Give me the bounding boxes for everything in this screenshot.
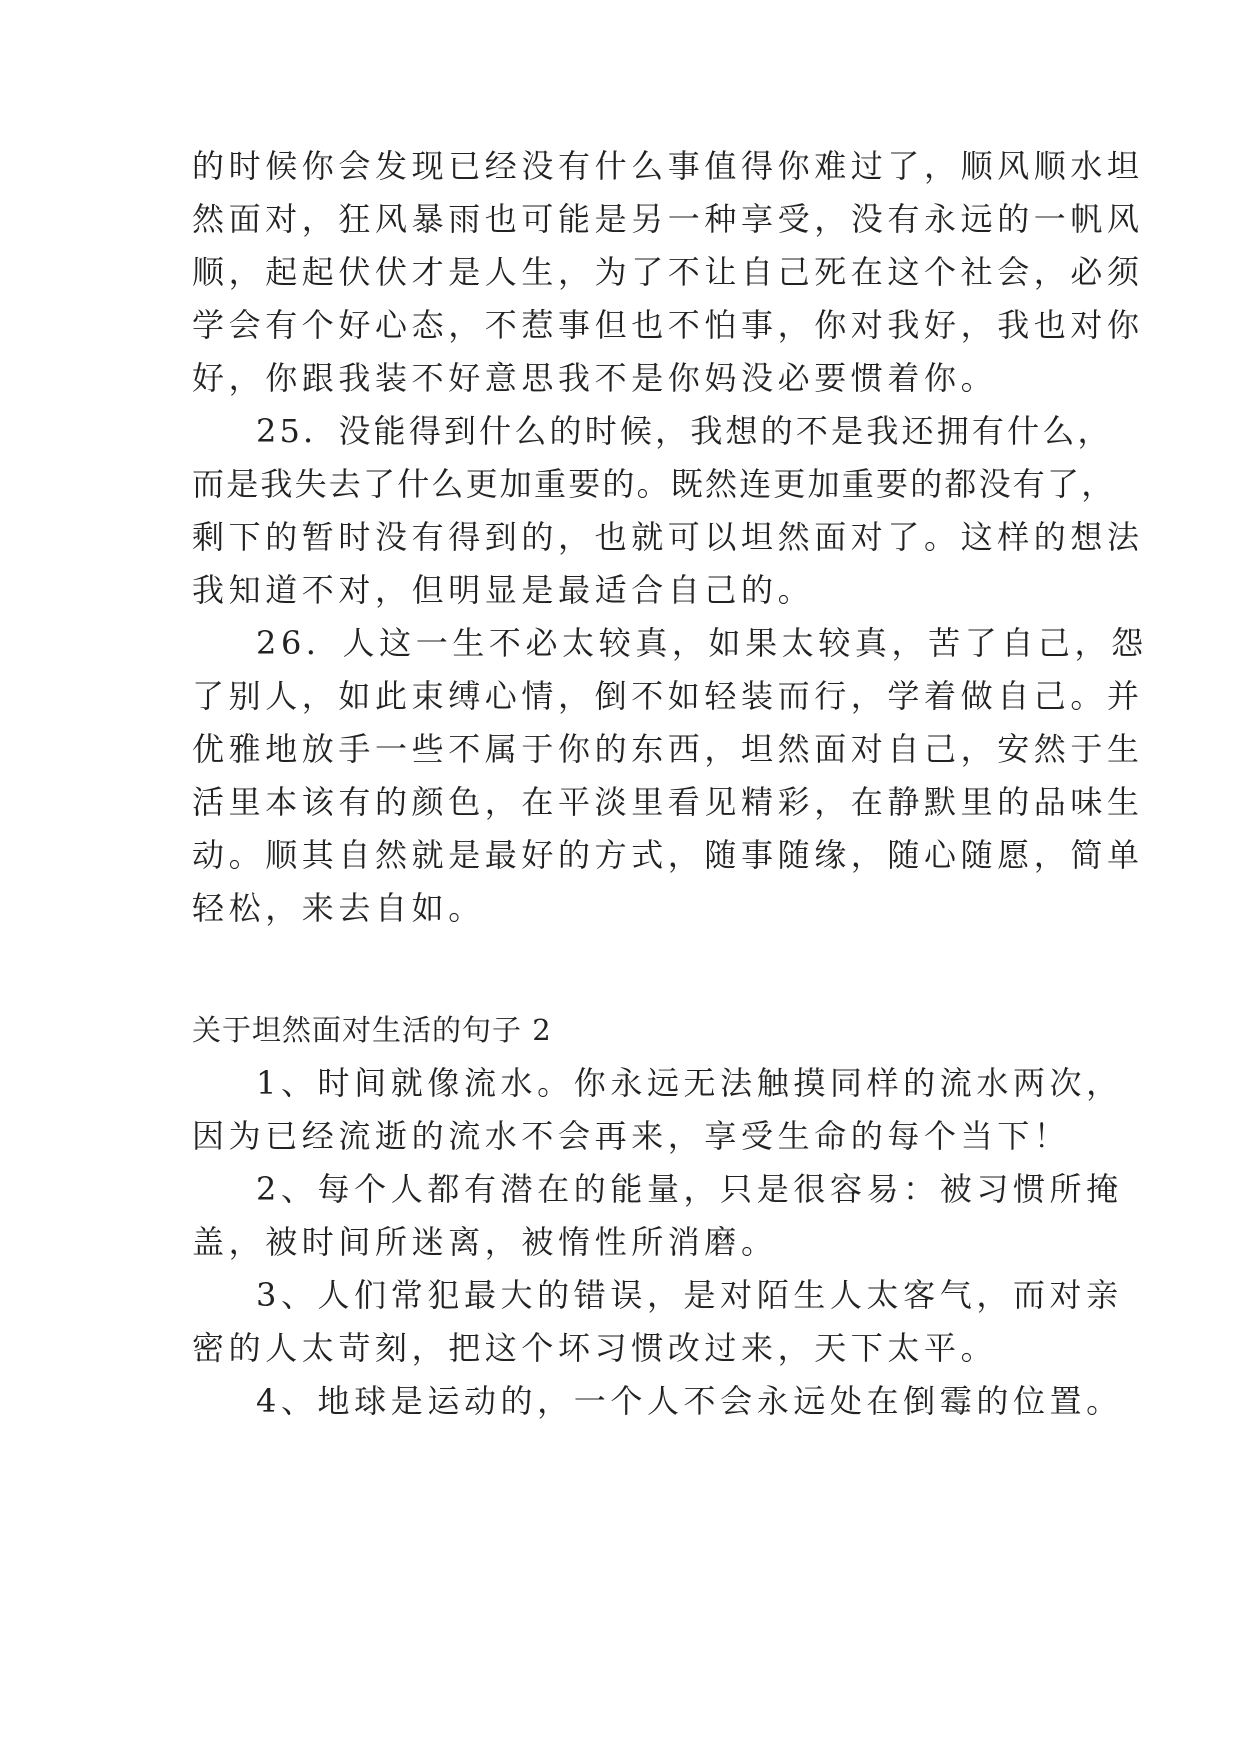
paragraph-line: 学会有个好心态，不惹事但也不怕事，你对我好，我也对你 (192, 306, 1144, 344)
list-item-25-line: 25．没能得到什么的时候，我想的不是我还拥有什么， (256, 412, 1113, 450)
section-item-1-line: 1、时间就像流水。你永远无法触摸同样的流水两次， (256, 1064, 1123, 1102)
list-item-26-line: 活里本该有的颜色，在平淡里看见精彩，在静默里的品味生 (192, 783, 1144, 821)
list-item-26-line: 优雅地放手一些不属于你的东西，坦然面对自己，安然于生 (192, 730, 1144, 768)
list-item-25-line: 而是我失去了什么更加重要的。既然连更加重要的都没有了， (192, 465, 1116, 503)
list-item-26-line: 26．人这一生不必太较真，如果太较真，苦了自己，怨 (256, 624, 1148, 662)
list-item-26-line: 轻松，来去自如。 (192, 889, 485, 927)
paragraph-line: 好，你跟我装不好意思我不是你妈没必要惯着你。 (192, 359, 998, 397)
section-item-1-line: 因为已经流逝的流水不会再来，享受生命的每个当下！ (192, 1117, 1071, 1155)
section-item-3-line: 3、人们常犯最大的错误，是对陌生人太客气，而对亲 (256, 1276, 1123, 1314)
section-item-3-line: 密的人太苛刻，把这个坏习惯改过来，天下太平。 (192, 1329, 998, 1367)
section-item-2-line: 盖，被时间所迷离，被惰性所消磨。 (192, 1223, 778, 1261)
list-item-26-line: 了别人，如此束缚心情，倒不如轻装而行，学着做自己。并 (192, 677, 1144, 715)
section-item-4-line: 4、地球是运动的，一个人不会永远处在倒霉的位置。 (256, 1382, 1123, 1420)
list-item-25-line: 我知道不对，但明显是最适合自己的。 (192, 571, 815, 609)
paragraph-line: 的时候你会发现已经没有什么事值得你难过了，顺风顺水坦 (192, 147, 1144, 185)
section-item-2-line: 2、每个人都有潜在的能量，只是很容易：被习惯所掩 (256, 1170, 1123, 1208)
list-item-25-line: 剩下的暂时没有得到的，也就可以坦然面对了。这样的想法 (192, 518, 1144, 556)
section-heading: 关于坦然面对生活的句子 2 (192, 1013, 552, 1047)
paragraph-line: 然面对，狂风暴雨也可能是另一种享受，没有永远的一帆风 (192, 200, 1144, 238)
list-item-26-line: 动。顺其自然就是最好的方式，随事随缘，随心随愿，简单 (192, 836, 1144, 874)
paragraph-line: 顺，起起伏伏才是人生，为了不让自己死在这个社会，必须 (192, 253, 1144, 291)
